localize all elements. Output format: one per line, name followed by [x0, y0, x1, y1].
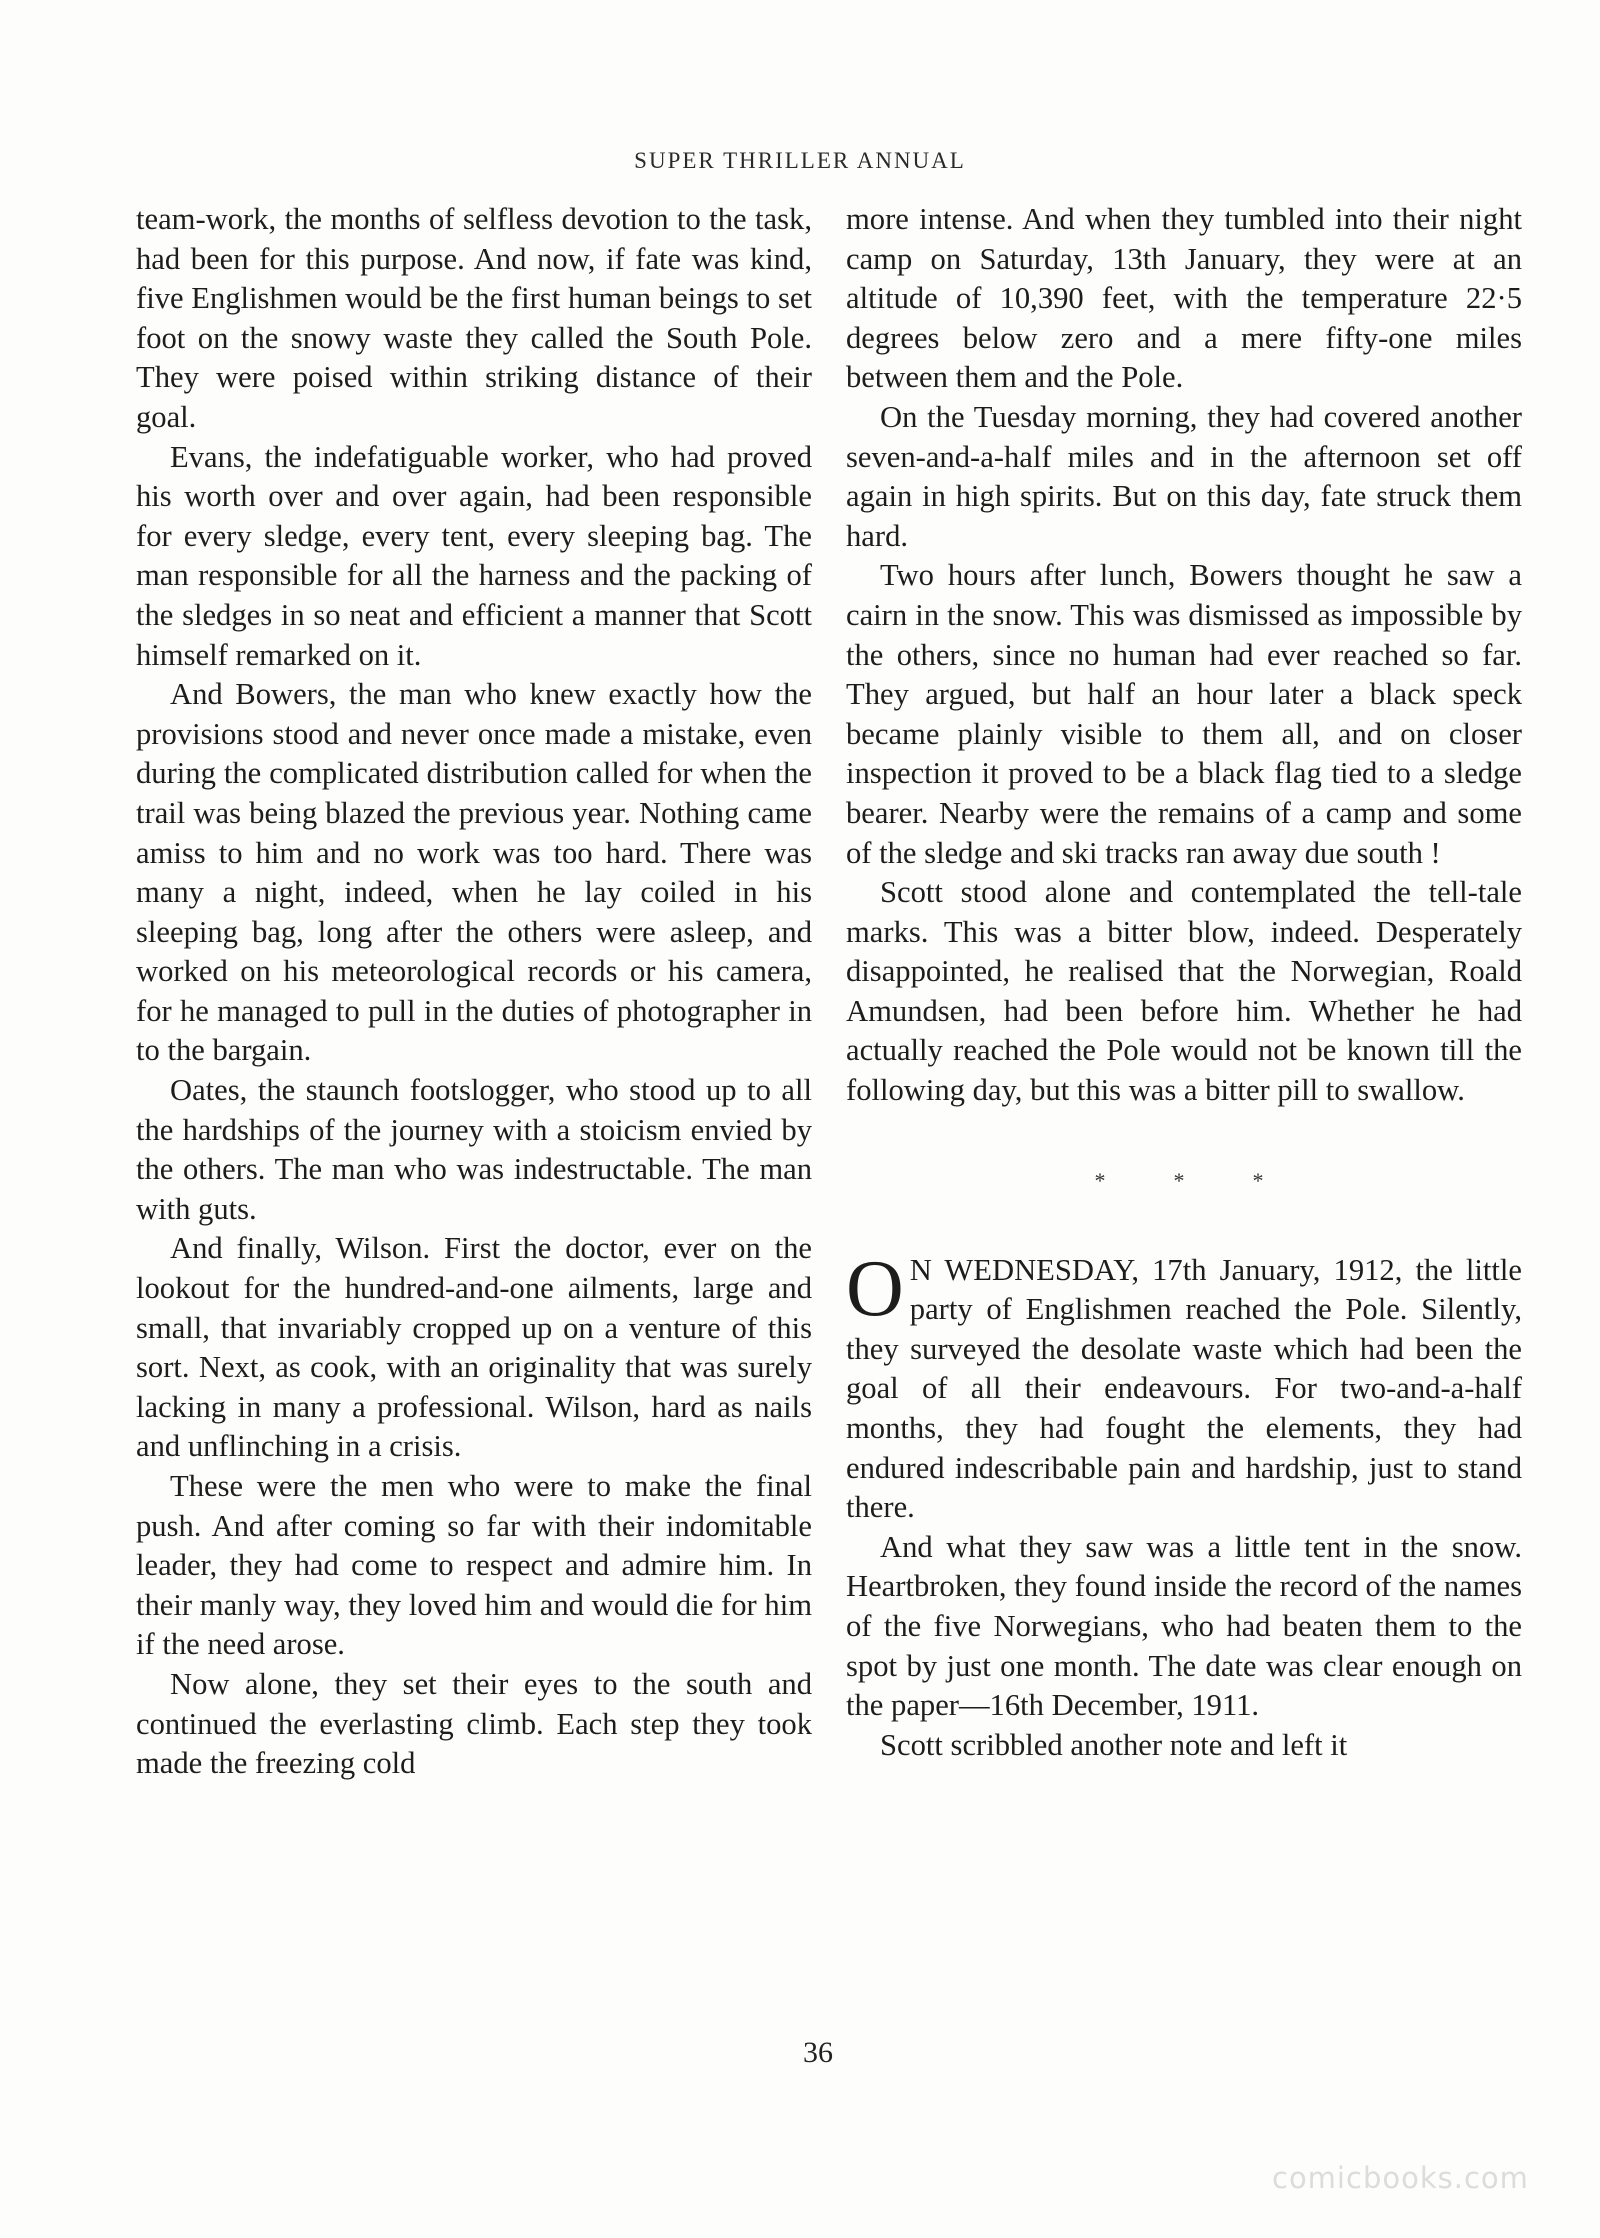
dropcap-paragraph [846, 1244, 1522, 1528]
paragraph: Two hours after lunch, Bowers thought he saw a cairn in the snow. This was dismissed as impossible by the others, since no human had ever reached so far. They argued, but half an hour later a black speck became plainly visible to them all, and on closer inspection it proved to be a black flag tied to a sledge bearer. Nearby were the remains of a camp and some of the sledge and ski tracks ran away due south ! [846, 558, 1522, 870]
dropcap-paragraph-text: N WEDNESDAY, 17th January, 1912, the little party of Englishmen reached the Pole. Silently, they surveyed the desolate waste which had been the goal of all their endeavours. For two-and-a-half months, they had fought the elements, they had endured indescribable pain and hardship, just to stand there. [846, 1252, 1522, 1525]
running-header: SUPER THRILLER ANNUAL [634, 148, 966, 173]
paragraph: Scott stood alone and contemplated the tell-tale marks. This was a bitter blow, indeed. Desperately disappointed, he realised that the Norwegian, Roald Amundsen, had been before him. Whether he had actually reached the Pole would not be known till the following day, but this was a bitter pill to swallow. [846, 875, 1522, 1108]
drop-cap: O [846, 1244, 904, 1333]
separator-star: * [1252, 1167, 1264, 1193]
paragraph: And what they saw was a little tent in the snow. Heartbroken, they found inside the record of the names of the five Norwegians, who had beaten them to the spot by just one month. The date was clear enough on the paper—16th December, 1911. [846, 1529, 1522, 1723]
separator-star: * [1094, 1167, 1106, 1193]
paragraph: And finally, Wilson. First the doctor, ever on the lookout for the hundred-and-one ailments, large and small, that invariably cropped up on a venture of this sort. Next, as cook, with an originality that was surely lacking in many a professional. Wilson, hard as nails and unflinching in a crisis. [136, 1231, 812, 1464]
separator-star: * [1173, 1167, 1185, 1193]
paragraph: Now alone, they set their eyes to the south and continued the everlasting climb. Each step they took made the freezing cold [136, 1666, 812, 1781]
paragraph: These were the men who were to make the final push. And after coming so far with their indomitable leader, they had come to respect and admire him. In their manly way, they loved him and would die for him if the need arose. [136, 1469, 812, 1662]
paragraph: team-work, the months of selfless devotion to the task, had been for this purpose. And now, if fate was kind, five Englishmen would be the first human beings to set foot on the snowy waste they called the South Pole. They were poised within striking distance of their goal. [136, 202, 812, 434]
paragraph: Scott scribbled another note and left it [880, 1727, 1348, 1762]
section-separator [846, 1111, 1522, 1251]
page-number: 36 [803, 2036, 833, 2069]
paragraph: more intense. And when they tumbled into their night camp on Saturday, 13th January, they were at an altitude of 10,390 feet, with the temperature 22·5 degrees below zero and a mere fifty-one miles between them and the Pole. [846, 202, 1522, 395]
paragraph: Oates, the staunch footslogger, who stood up to all the hardships of the journey with a stoicism envied by the others. The man who was indestructable. The man with guts. [136, 1073, 812, 1226]
paragraph: And Bowers, the man who knew exactly how the provisions stood and never once made a mistake, even during the complicated distribution called for when the trail was being blazed the previous year. Nothing came amiss to him and no work was too hard. There was many a night, indeed, when he lay coiled in his sleeping bag, long after the others were asleep, and worked on his meteorological records or his camera, for he managed to pull in the duties of photographer in to the bargain. [136, 677, 812, 1068]
paragraph: Evans, the indefatiguable worker, who had proved his worth over and over again, had been responsible for every sledge, every tent, every sleeping bag. The man responsible for all the harness and the packing of the sledges in so neat and efficient a manner that Scott himself remarked on it. [136, 439, 812, 672]
left-column [136, 200, 812, 1784]
right-column [846, 200, 1522, 1765]
paragraph: On the Tuesday morning, they had covered another seven-and-a-half miles and in the afternoon set off again in high spirits. But on this day, fate struck them hard. [846, 399, 1522, 553]
watermark: comicbooks.com [1272, 2161, 1529, 2195]
